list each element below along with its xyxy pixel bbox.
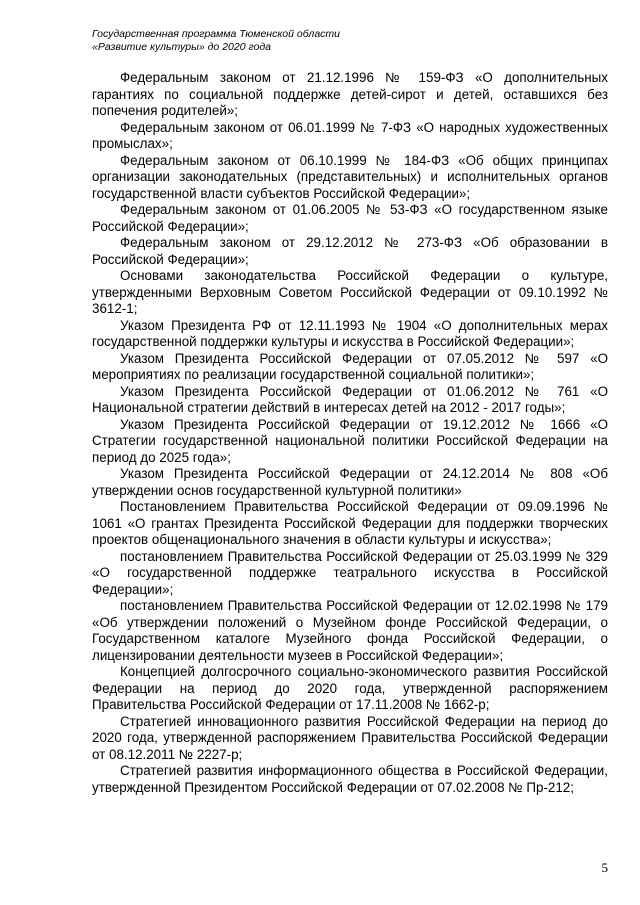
header-program-subtitle: «Развитие культуры» до 2020 года	[92, 41, 271, 53]
paragraph-strategy-2227: Стратегией инновационного развития Российской Федерации на период до 2020 года, утвержденной распоряжением Правительства Российской Федерации от 08.12.2011 № 2227-р;	[92, 713, 608, 762]
document-header	[92, 28, 340, 54]
paragraph-law-53: Федеральным законом от 01.06.2005 № 53-ФЗ «О государственном языке Российской Федерации»;	[92, 202, 608, 234]
page-number: 5	[601, 860, 608, 875]
paragraph-resolution-1061: Постановлением Правительства Российской Федерации от 09.09.1996 № 1061 «О грантах Президента Российской Федерации для поддержки творческих проектов общенационального значения в области культуры и искусства»;	[92, 499, 608, 547]
paragraph-law-273: Федеральным законом от 29.12.2012 № 273-ФЗ «Об образовании в Российской Федерации»;	[92, 235, 608, 267]
paragraph-resolution-329: постановлением Правительства Российской Федерации от 25.03.1999 № 329 «О государственной поддержке театрального искусства в Российской Федерации»;	[92, 548, 608, 597]
paragraph-decree-597: Указом Президента Российской Федерации от 07.05.2012 № 597 «О мероприятиях по реализации государственной социальной политики»;	[92, 350, 608, 382]
paragraph-decree-1666: Указом Президента Российской Федерации от 19.12.2012 № 1666 «О Стратегии государственной национальной политики Российской Федерации на период до 2025 года»;	[92, 416, 608, 465]
paragraph-resolution-179: постановлением Правительства Российской Федерации от 12.02.1998 № 179 «Об утверждении положений о Музейном фонде Российской Федерации, о Государственном каталоге Музейного фонда Российской Федерации, о лицензировании деятельности музеев в Российской Федерации»;	[92, 598, 608, 663]
paragraph-culture-fundamentals: Основами законодательства Российской Федерации о культуре, утвержденными Верховным Советом Российской Федерации от 09.10.1992 № 3612-1;	[92, 268, 608, 316]
paragraph-decree-1904: Указом Президента РФ от 12.11.1993 № 1904 «О дополнительных мерах государственной поддержки культуры и искусства в Российской Федерации»;	[92, 317, 608, 349]
paragraph-strategy-pr-212: Стратегией развития информационного общества в Российской Федерации, утвержденной Президентом Российской Федерации от 07.02.2008 № Пр-212;	[92, 763, 608, 795]
document-body	[92, 70, 608, 796]
paragraph-decree-808: Указом Президента Российской Федерации от 24.12.2014 № 808 «Об утверждении основ государственной культурной политики»	[92, 466, 608, 498]
paragraph-concept-1662: Концепцией долгосрочного социально-экономического развития Российской Федерации на период до 2020 года, утвержденной распоряжением Правительства Российской Федерации от 17.11.2008 № 1662-р;	[92, 664, 608, 712]
paragraph-law-184: Федеральным законом от 06.10.1999 № 184-ФЗ «Об общих принципах организации законодательных (представительных) и исполнительных органов государственной власти субъектов Российской Федерации»;	[92, 152, 608, 201]
paragraph-law-159: Федеральным законом от 21.12.1996 № 159-ФЗ «О дополнительных гарантиях по социальной поддержке детей-сирот и детей, оставшихся без попечения родителей»;	[92, 70, 608, 118]
header-program-title: Государственная программа Тюменской области	[92, 28, 340, 40]
paragraph-law-7: Федеральным законом от 06.01.1999 № 7-ФЗ «О народных художественных промыслах»;	[92, 119, 608, 151]
paragraph-decree-761: Указом Президента Российской Федерации от 01.06.2012 № 761 «О Национальной стратегии действий в интересах детей на 2012 - 2017 годы»;	[92, 383, 608, 415]
